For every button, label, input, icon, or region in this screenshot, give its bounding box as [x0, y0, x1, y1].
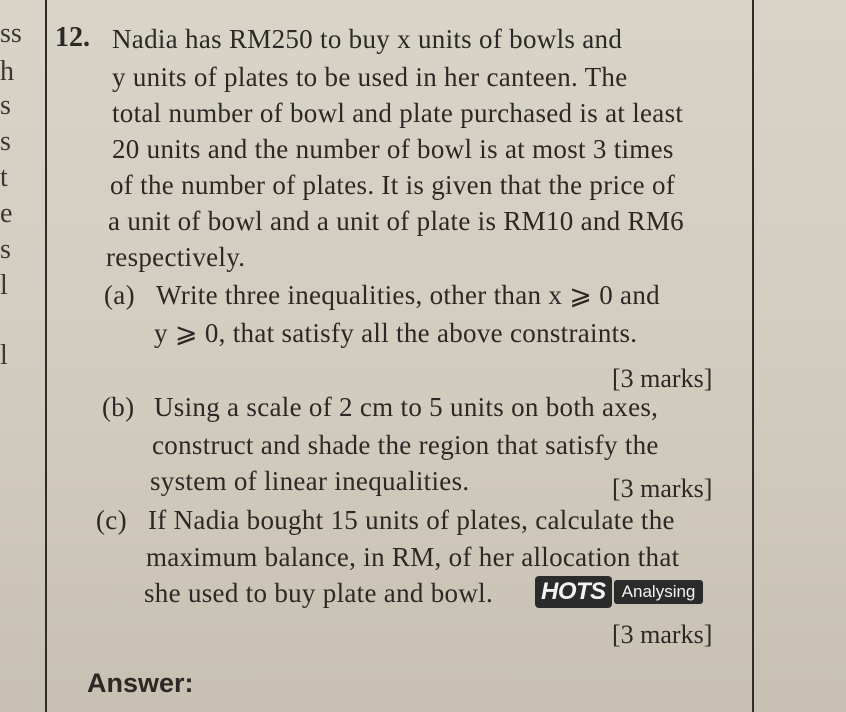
stem-line: of the number of plates. It is given that the price of	[110, 170, 676, 200]
stem-line: 20 units and the number of bowl is at most 3 times	[112, 134, 674, 164]
stem-line: Nadia has RM250 to buy x units of bowls and	[112, 24, 623, 54]
column-divider-right	[752, 0, 754, 712]
margin-fragment: l	[0, 340, 8, 371]
part-c-line: maximum balance, in RM, of her allocation that	[146, 542, 680, 572]
margin-fragment: e	[0, 198, 13, 229]
stem-line: total number of bowl and plate purchased is at least	[112, 98, 684, 128]
margin-fragment: t	[0, 162, 8, 193]
part-b-label: (b)	[102, 392, 135, 422]
margin-fragment: s	[0, 90, 11, 121]
hots-skill-tag: Analysing	[614, 580, 704, 604]
stem-line: a unit of bowl and a unit of plate is RM10 and RM6	[108, 206, 684, 236]
part-a-line: y ⩾ 0, that satisfy all the above constraints.	[154, 318, 638, 348]
hots-badge	[535, 576, 703, 608]
margin-fragment: s	[0, 126, 11, 157]
part-b-line: Using a scale of 2 cm to 5 units on both axes,	[154, 392, 659, 422]
margin-fragment: l	[0, 270, 8, 301]
question-number: 12.	[55, 22, 90, 53]
part-c-label: (c)	[96, 505, 127, 535]
answer-label: Answer:	[87, 668, 194, 698]
part-a-line: Write three inequalities, other than x ⩾ 0 and	[156, 280, 660, 310]
hots-label: HOTS	[535, 576, 612, 608]
margin-fragment: h	[0, 56, 14, 87]
margin-fragment: s	[0, 234, 11, 265]
margin-fragment: ss	[0, 18, 22, 49]
part-c-marks: [3 marks]	[612, 620, 713, 649]
part-b-line: construct and shade the region that satisfy the	[152, 430, 659, 460]
part-b-marks: [3 marks]	[612, 474, 713, 503]
part-a-marks: [3 marks]	[612, 364, 713, 393]
column-divider-left	[45, 0, 47, 712]
stem-line: respectively.	[106, 242, 246, 272]
part-c-line: she used to buy plate and bowl.	[144, 578, 493, 608]
stem-line: y units of plates to be used in her canteen. The	[112, 62, 628, 92]
part-c-line: If Nadia bought 15 units of plates, calculate the	[148, 505, 675, 535]
part-a-label: (a)	[104, 280, 135, 310]
part-b-line: system of linear inequalities.	[150, 466, 470, 496]
